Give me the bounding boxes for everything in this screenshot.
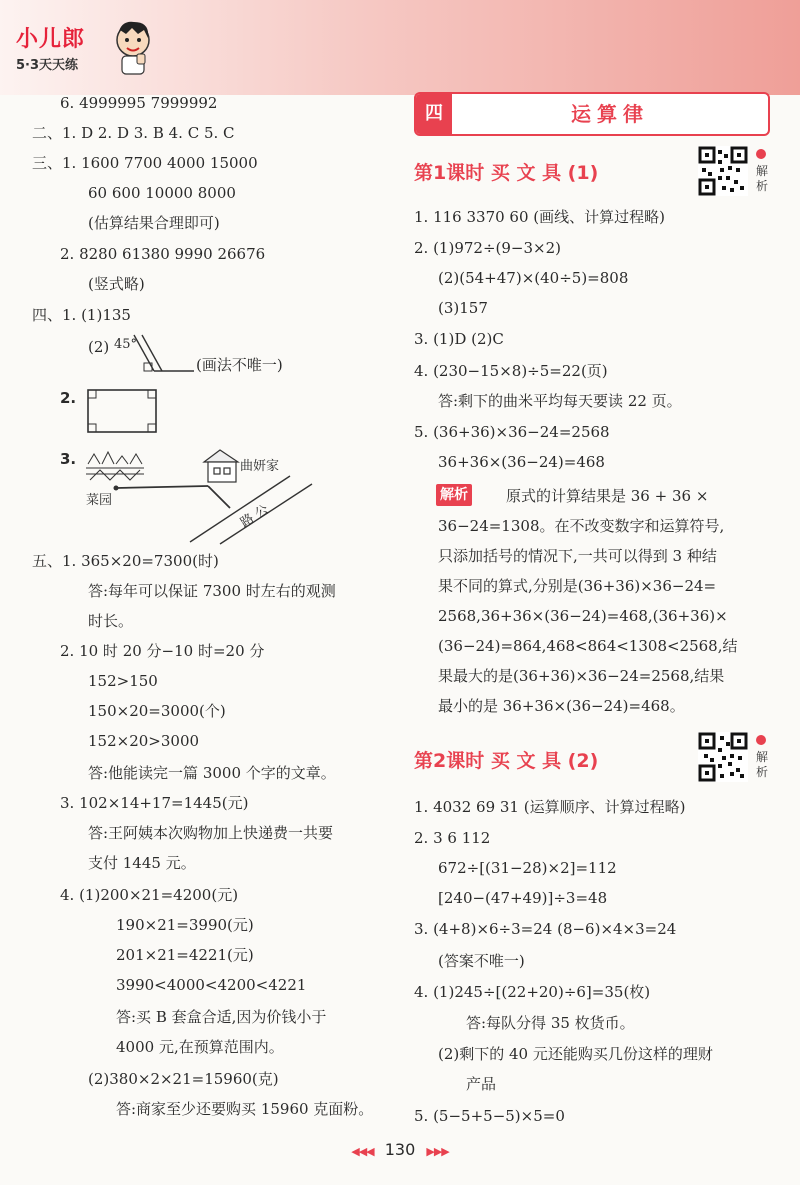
answer-line: 5. (5−5+5−5)×5=0 xyxy=(414,1107,565,1125)
answer-line: 答:剩下的曲米平均每天要读 22 页。 xyxy=(438,392,682,410)
answer-line: 1. 4032 69 31 (运算顺序、计算过程略) xyxy=(414,798,686,816)
answer-line: 152×20>3000 xyxy=(88,732,200,750)
answer-line: 152>150 xyxy=(88,672,158,690)
analysis-tag: 解析 xyxy=(436,484,472,506)
road-label: 路 公 xyxy=(238,502,272,531)
analysis-line: 原式的计算结果是 36 + 36 × xyxy=(506,487,709,505)
answer-line: 150×20=3000(个) xyxy=(88,702,226,720)
answer-line: 产品 xyxy=(466,1075,497,1093)
answer-line: 4. (1)200×21=4200(元) xyxy=(60,886,239,904)
analysis-line: 果最大的是(36+36)×36−24=2568,结果 xyxy=(438,667,725,685)
answer-line: 2. (1)972÷(9−3×2) xyxy=(414,239,561,257)
answer-line: 2. 3 6 112 xyxy=(414,829,491,847)
answer-line: 201×21=4221(元) xyxy=(116,946,254,964)
answer-line: 答:商家至少还要购买 15960 克面粉。 xyxy=(116,1100,374,1118)
answer-line: 60 600 10000 8000 xyxy=(88,184,236,202)
answer-line: (2)(54+47)×(40÷5)=808 xyxy=(438,269,629,287)
fig-subpart: (2) xyxy=(88,338,110,356)
qr-code-icon[interactable] xyxy=(698,732,748,782)
answer-line: 2. 8280 61380 9990 26676 xyxy=(60,245,266,263)
analysis-line: 2568,36+36×(36−24)=468,(36+36)× xyxy=(438,607,728,625)
garden-label: 菜园 xyxy=(86,493,113,508)
qr-label: 解析 xyxy=(755,164,768,193)
answer-line: 36+36×(36−24)=468 xyxy=(438,453,605,471)
answer-line: 4. (230−15×8)÷5=22(页) xyxy=(414,362,608,380)
rectangle-drawing xyxy=(84,386,160,436)
page-number: 130 xyxy=(384,1140,416,1159)
play-icon xyxy=(756,149,766,159)
answer-line: 6. 4999995 7999992 xyxy=(60,94,218,112)
mascot-icon xyxy=(110,18,156,76)
answer-line: (答案不唯一) xyxy=(438,952,525,970)
answer-line: 3. (1)D (2)C xyxy=(414,330,504,348)
page-number-bar xyxy=(340,1140,460,1162)
answer-line: 2. 10 时 20 分−10 时=20 分 xyxy=(60,642,265,660)
answer-line: 5. (36+36)×36−24=2568 xyxy=(414,423,610,441)
qr-code-icon[interactable] xyxy=(698,146,748,196)
answer-line: (2)剩下的 40 元还能购买几份这样的理财 xyxy=(438,1045,713,1063)
answer-line: 190×21=3990(元) xyxy=(116,916,254,934)
analysis-line: 只添加括号的情况下,一共可以得到 3 种结 xyxy=(438,547,717,565)
answer-line: 支付 1445 元。 xyxy=(88,854,196,872)
answer-line: (估算结果合理即可) xyxy=(88,214,220,232)
house-label: 曲妍家 xyxy=(240,459,280,474)
answer-line: 3. 102×14+17=1445(元) xyxy=(60,794,249,812)
answer-line: 答:他能读完一篇 3000 个字的文章。 xyxy=(88,764,336,782)
answer-line: 答:每队分得 35 枚货币。 xyxy=(466,1014,635,1032)
answer-line: 五、1. 365×20=7300(时) xyxy=(32,552,219,570)
answer-line: (竖式略) xyxy=(88,275,145,293)
brand-logo xyxy=(16,22,156,82)
brand-subtitle: 5·3天天练 xyxy=(16,58,79,73)
play-icon xyxy=(756,735,766,745)
map-drawing xyxy=(80,446,330,546)
answer-line: 四、1. (1)135 xyxy=(32,306,131,324)
fig-angle-label: 45° xyxy=(114,337,138,352)
chapter-badge: 四 xyxy=(416,94,452,134)
chapter-title: 运算律 xyxy=(571,102,649,126)
analysis-line: 果不同的算式,分别是(36+36)×36−24= xyxy=(438,577,717,595)
answer-line: 3990<4000<4200<4221 xyxy=(116,976,307,994)
answer-line: 3. (4+8)×6÷3=24 (8−6)×4×3=24 xyxy=(414,920,677,938)
chapter-header xyxy=(414,92,770,136)
analysis-line: (36−24)=864,468<864<1308<2568,结 xyxy=(438,637,738,655)
answer-line: 672÷[(31−28)×2]=112 xyxy=(438,859,617,877)
question-number: 3. xyxy=(60,450,77,468)
angle-drawing xyxy=(130,333,200,379)
analysis-line: 36−24=1308。在不改变数字和运算符号, xyxy=(438,517,725,535)
answer-line: [240−(47+49)]÷3=48 xyxy=(438,889,608,907)
next-arrows-icon: ▶▶▶ xyxy=(426,1145,449,1158)
brand-name: 小儿郎 xyxy=(16,27,86,52)
answer-line: 答:王阿姨本次购物加上快递费一共要 xyxy=(88,824,334,842)
lesson-title: 第1课时 买 文 具 (1) xyxy=(414,162,599,184)
question-number: 2. xyxy=(60,389,77,407)
answer-line: 三、1. 1600 7700 4000 15000 xyxy=(32,154,258,172)
analysis-text xyxy=(438,481,768,721)
answer-line: 时长。 xyxy=(88,612,134,630)
answer-line: 4. (1)245÷[(22+20)÷6]=35(枚) xyxy=(414,983,651,1001)
answer-line: (3)157 xyxy=(438,299,488,317)
answer-line: 答:每年可以保证 7300 时左右的观测 xyxy=(88,582,336,600)
figure-note: (画法不唯一) xyxy=(196,356,283,374)
analysis-line: 最小的是 36+36×(36−24)=468。 xyxy=(438,697,685,715)
answer-line: (2)380×2×21=15960(克) xyxy=(88,1070,279,1088)
prev-arrows-icon: ◀◀◀ xyxy=(351,1145,374,1158)
answer-line: 1. 116 3370 60 (画线、计算过程略) xyxy=(414,208,665,226)
lesson-title: 第2课时 买 文 具 (2) xyxy=(414,750,599,772)
answer-line: 二、1. D 2. D 3. B 4. C 5. C xyxy=(32,124,235,142)
qr-label: 解析 xyxy=(755,750,768,779)
answer-line: 4000 元,在预算范围内。 xyxy=(116,1038,284,1056)
answer-line: 答:买 B 套盒合适,因为价钱小于 xyxy=(116,1008,327,1026)
